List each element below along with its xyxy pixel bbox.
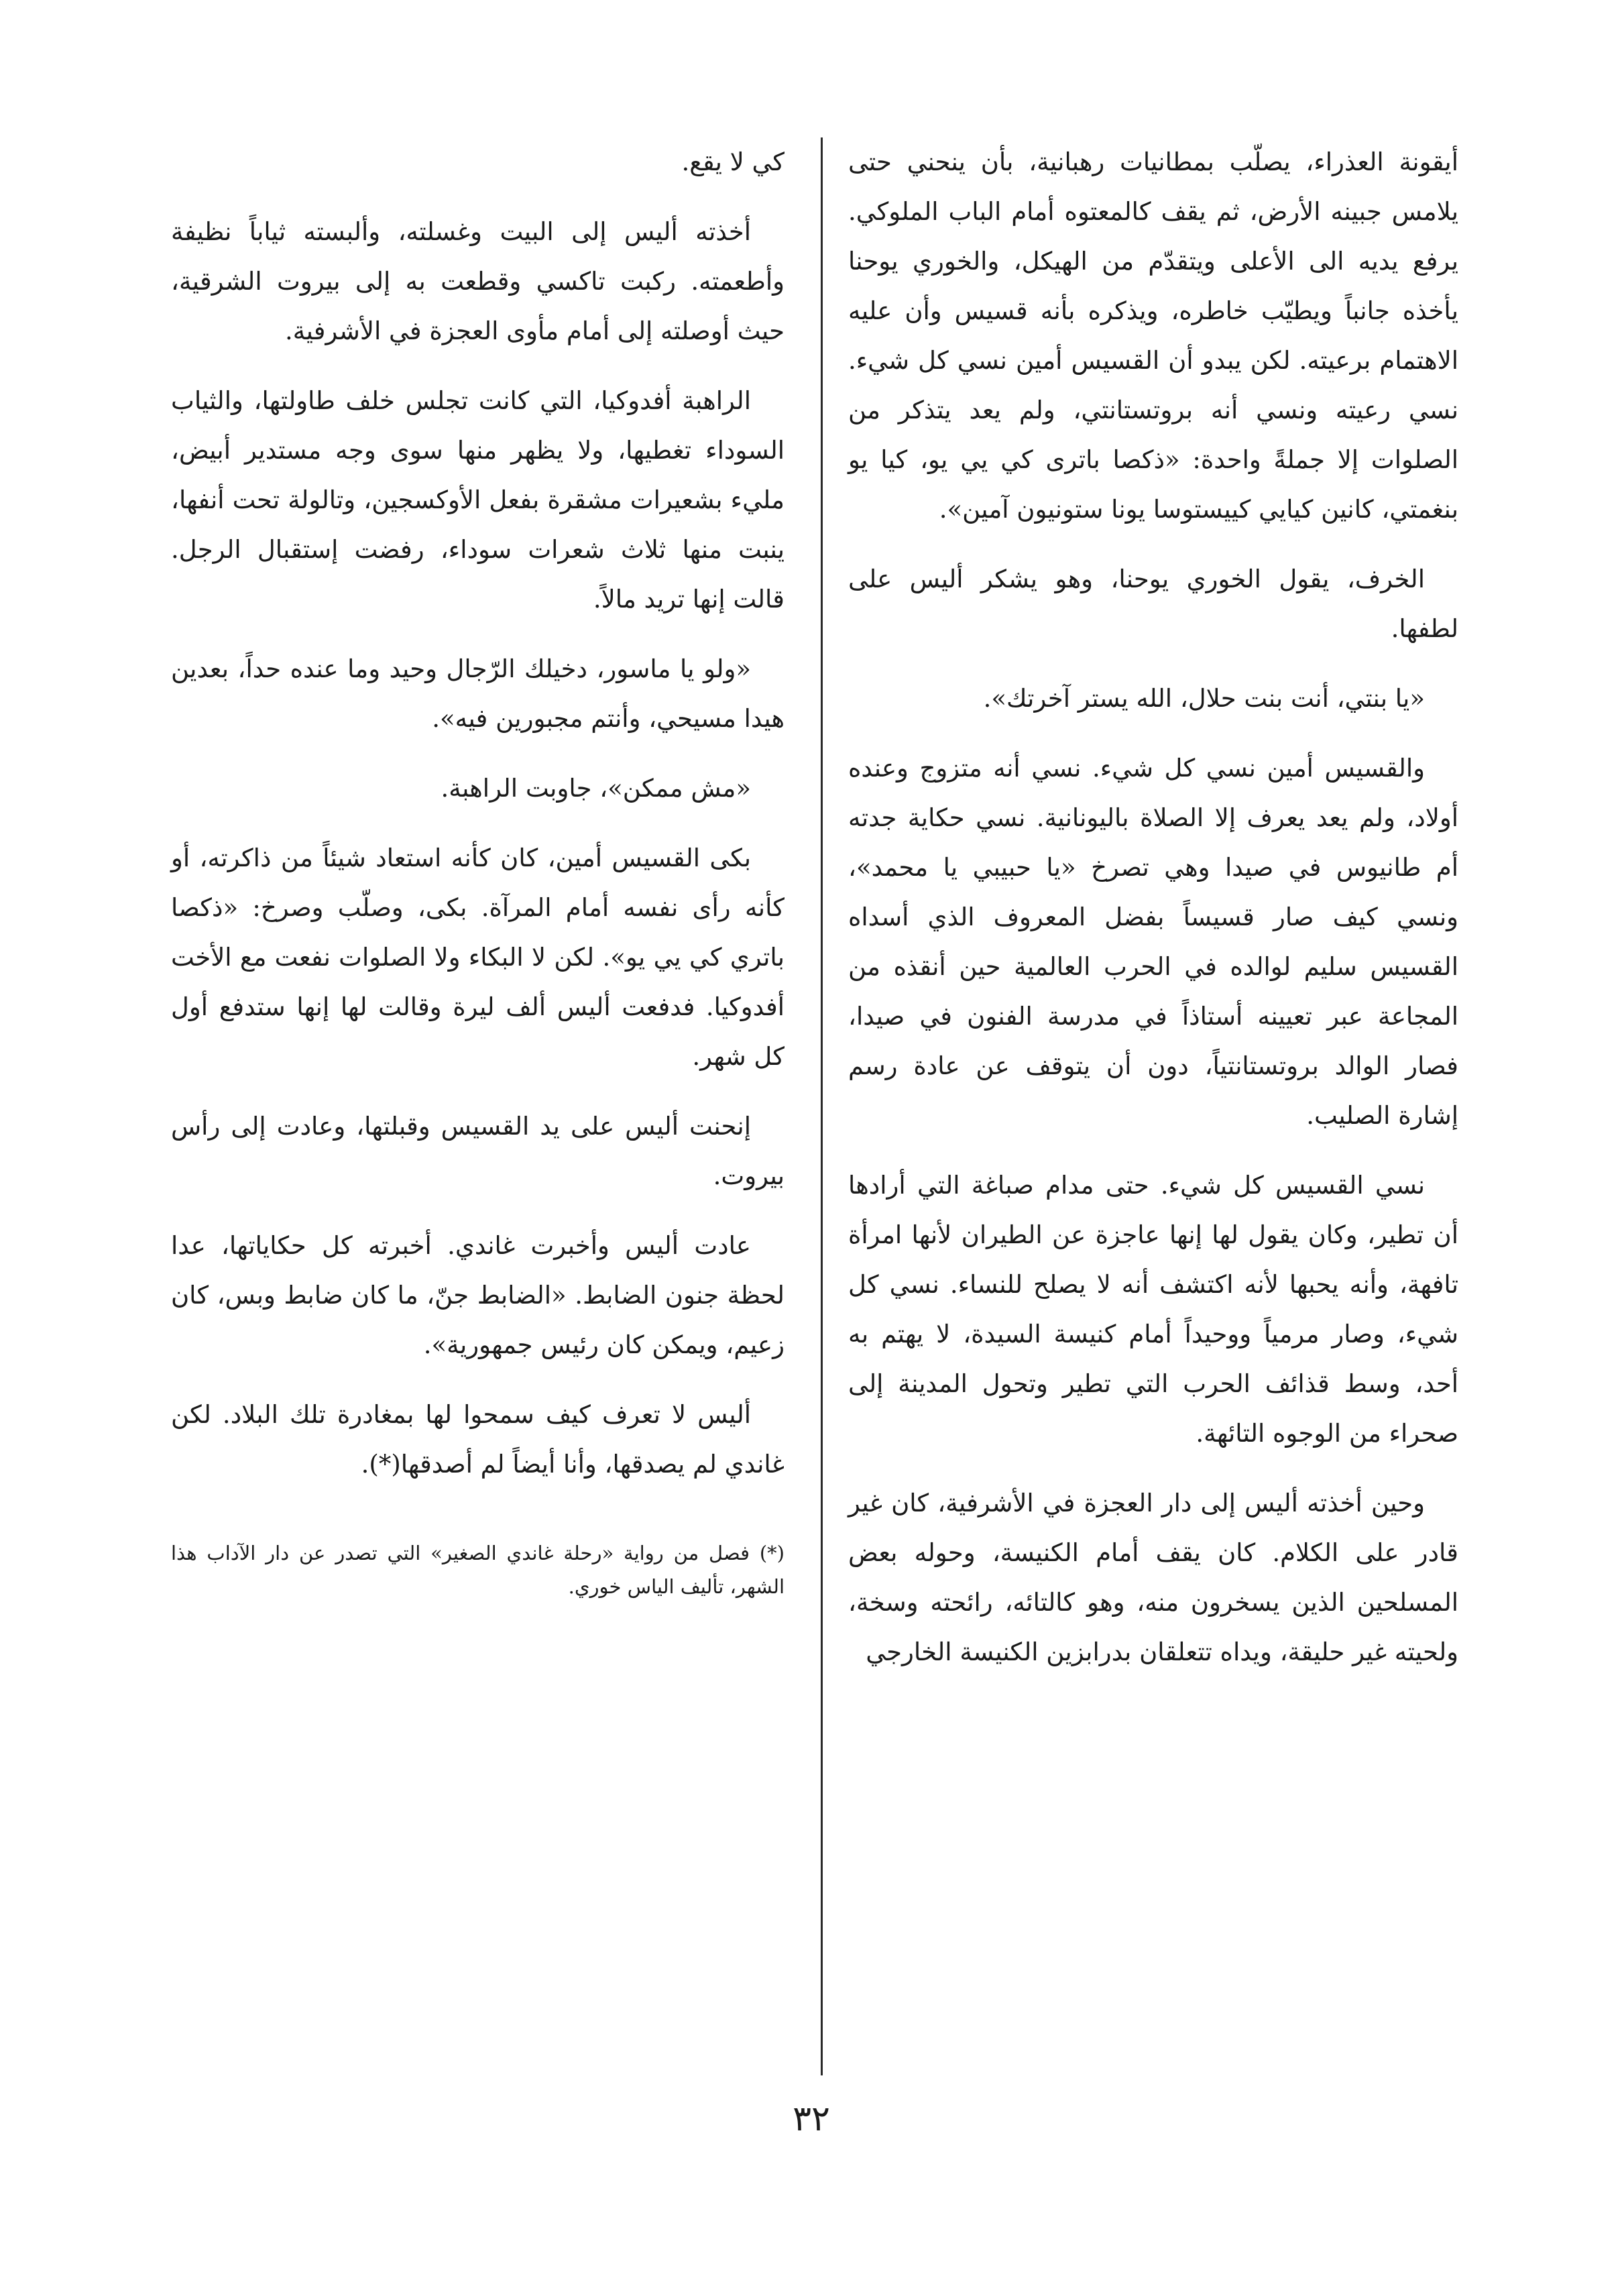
paragraph: عادت أليس وأخبرت غاندي. أخبرته كل حكاياتها، عدا لحظة جنون الضابط. «الضابط جنّ، ما كان ضابط وبس، كان زعيم، ويمكن كان رئيس جمهورية». (171, 1231, 785, 1359)
paragraph: والقسيس أمين نسي كل شيء. نسي أنه متزوج وعنده أولاد، ولم يعد يعرف إلا الصلاة باليونانية. نسي حكاية جدته أم طانيوس في صيدا وهي تصرخ «يا حبيبي يا محمد»، ونسي كيف صار قسيساً بفضل المعروف الذي أسداه القسيس سليم لوالده في الحرب العالمية حين أنقذه من المجاعة عبر تعيينه أستاذاً في مدرسة الفنون في صيدا، فصار الوالد بروتستانتياً، دون أن يتوقف عن عادة رسم إشارة الصليب. (848, 754, 1458, 1130)
column-divider (821, 137, 823, 2075)
paragraph: نسي القسيس كل شيء. حتى مدام صباغة التي أرادها أن تطير، وكان يقول لها إنها عاجزة عن الطيران لأنها امرأة تافهة، وأنه يحبها لأنه اكتشف أنه لا يصلح للنساء. نسي كل شيء، وصار مرمياً ووحيداً أمام كنيسة السيدة، لا يهتم به أحد، وسط قذائف الحرب التي تطير وتحول المدينة إلى صحراء من الوجوه التائهة. (848, 1171, 1458, 1448)
paragraph: أخذته أليس إلى البيت وغسلته، وألبسته ثياباً نظيفة وأطعمته. ركبت تاكسي وقطعت به إلى بيروت الشرقية، حيث أوصلته إلى أمام مأوى العجزة في الأشرفية. (171, 217, 785, 345)
paragraph: أليس لا تعرف كيف سمحوا لها بمغادرة تلك البلاد. لكن غاندي لم يصدقها، وأنا أيضاً لم أصدقها(*). (171, 1400, 785, 1479)
paragraph: الخرف، يقول الخوري يوحنا، وهو يشكر أليس على لطفها. (848, 565, 1458, 643)
paragraph: «مش ممكن»، جاوبت الراهبة. (441, 774, 751, 803)
paragraph: إنحنت أليس على يد القسيس وقبلتها، وعادت إلى رأس بيروت. (171, 1112, 785, 1190)
paragraph: كي لا يقع. (681, 148, 785, 176)
paragraph: أيقونة العذراء، يصلّب بمطانيات رهبانية، بأن ينحني حتى يلامس جبينه الأرض، ثم يقف كالمعتوه أمام الباب الملوكي. يرفع يديه الى الأعلى ويتقدّم من الهيكل، والخوري يوحنا يأخذه جانباً ويطيّب خاطره، ويذكره بأنه قسيس وأن عليه الاهتمام برعيته. لكن يبدو أن القسيس أمين نسي كل شيء. نسي رعيته ونسي أنه بروتستانتي، ولم يعد يتذكر من الصلوات إلا جملةً واحدة: «ذكصا باترى كي يي يو، كيا يو بنغمتي، كانين كيايي كييستوسا يونا ستونيون آمين». (848, 148, 1458, 524)
right-column (848, 137, 1458, 1697)
left-column (171, 137, 785, 1623)
paragraph: بكى القسيس أمين، كان كأنه استعاد شيئاً من ذاكرته، أو كأنه رأى نفسه أمام المرآة. بكى، وصلّب وصرخ: «ذكصا باتري كي يي يو». لكن لا البكاء ولا الصلوات نفعت مع الأخت أفدوكيا. فدفعت أليس ألف ليرة وقالت لها إنها ستدفع أول كل شهر. (171, 844, 785, 1071)
paragraph: وحين أخذته أليس إلى دار العجزة في الأشرفية، كان غير قادر على الكلام. كان يقف أمام الكنيسة، وحوله بعض المسلحين الذين يسخرون منه، وهو كالتائه، رائحته وسخة، ولحيته غير حليقة، ويداه تتعلقان بدرابزين الكنيسة الخارجي (848, 1489, 1458, 1666)
page-number: ٣٢ (793, 2099, 830, 2139)
paragraph: الراهبة أفدوكيا، التي كانت تجلس خلف طاولتها، والثياب السوداء تغطيها، ولا يظهر منها سوى وجه مستدير أبيض، مليء بشعيرات مشقرة بفعل الأوكسجين، وتالولة تحت أنفها، ينبت منها ثلاث شعرات سوداء، رفضت إستقبال الرجل. قالت إنها تريد مالاً. (171, 386, 785, 614)
footnote: (*) فصل من رواية «رحلة غاندي الصغير» التي تصدر عن دار الآداب هذا الشهر، تأليف الياس خوري. (171, 1542, 785, 1598)
paragraph: «يا بنتي، أنت بنت حلال، الله يستر آخرتك». (983, 684, 1425, 713)
paragraph: «ولو يا ماسور، دخيلك الرّجال وحيد وما عنده حداً، بعدين هيدا مسيحي، وأنتم مجبورين فيه». (171, 654, 785, 733)
